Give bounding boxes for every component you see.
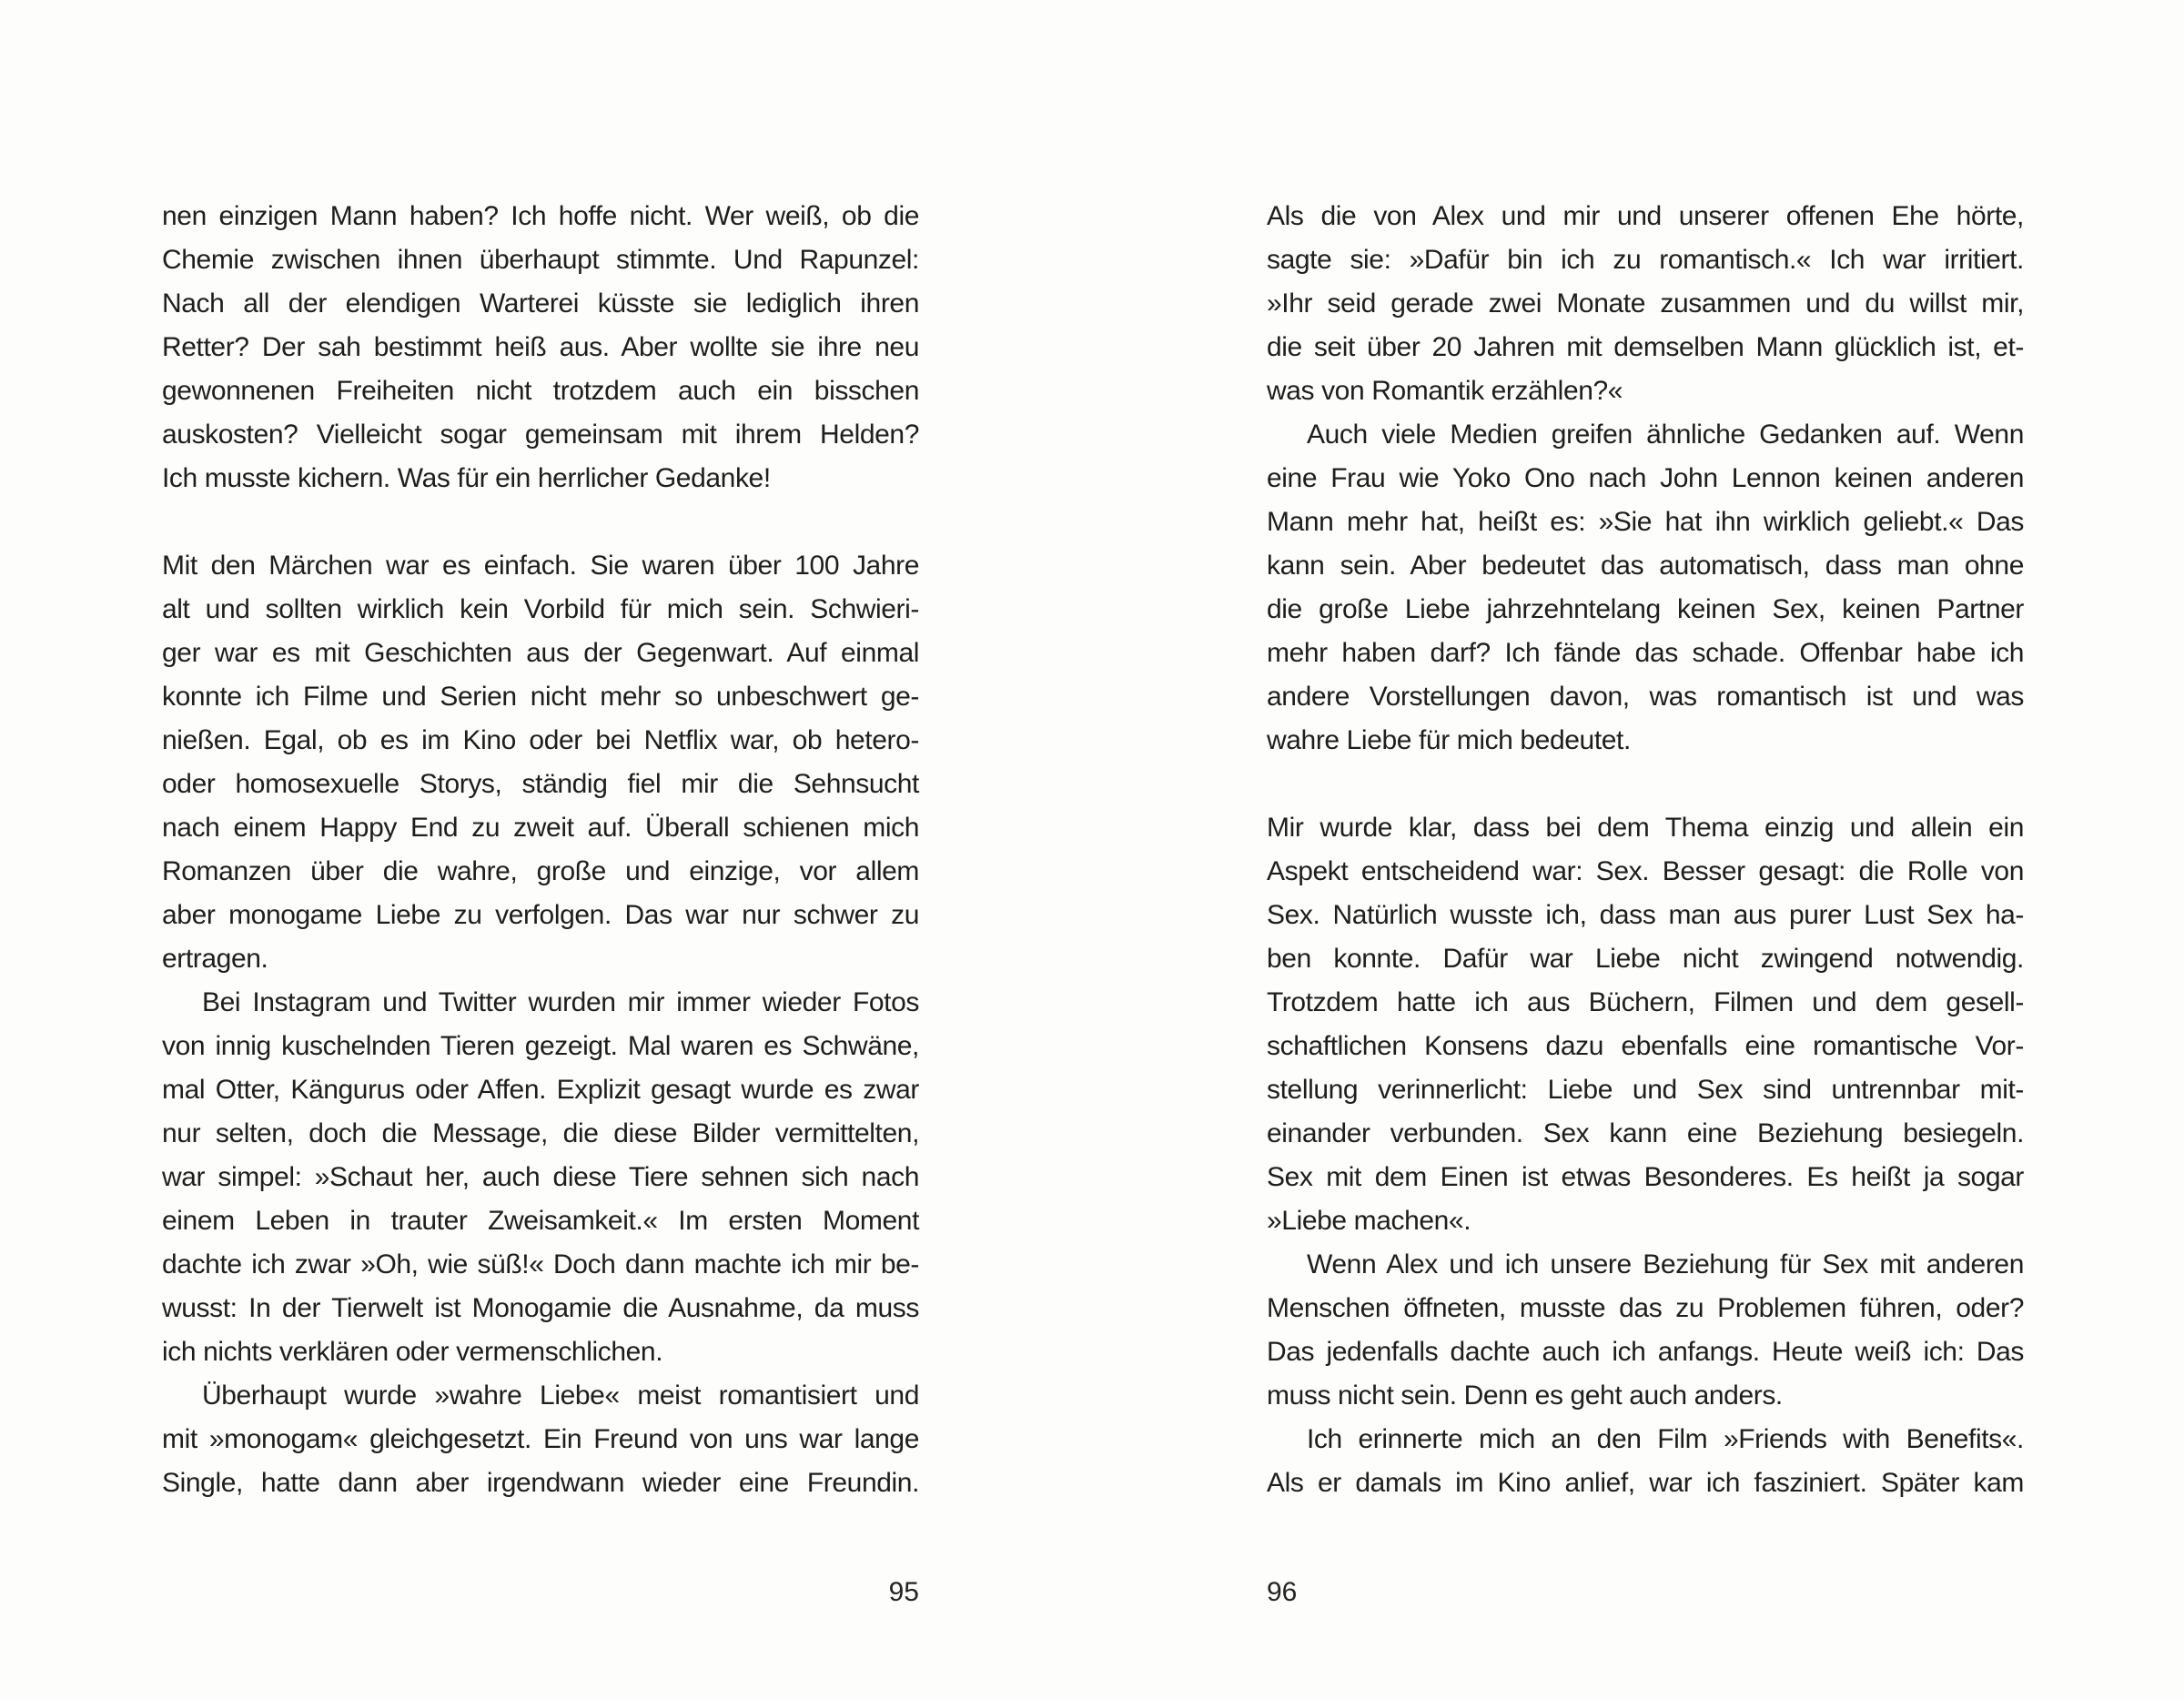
text-line: Retter? Der sah bestimmt heiß aus. Aber wollte sie ihre neu [162,332,919,362]
text-line: Wenn Alex und ich unsere Beziehung für Sex mit anderen [1307,1249,2024,1279]
page-left-textblock [162,195,919,1505]
paragraph [1267,195,2024,413]
text-line: einander verbunden. Sex kann eine Beziehung besiegeln. [1267,1118,2024,1148]
page-right [1267,0,2024,1699]
paragraph [162,195,919,501]
text-line: auskosten? Vielleicht sogar gemeinsam mit ihrem Helden? [162,420,919,450]
text-line: war simpel: »Schaut her, auch diese Tiere sehnen sich nach [162,1162,919,1192]
page-number-left: 95 [888,1577,919,1607]
text-line: nur selten, doch die Message, die diese Bilder vermittelten, [162,1118,919,1148]
text-line: mehr haben darf? Ich fände das schade. Offenbar habe ich [1267,638,2024,668]
paragraph [1267,1243,2024,1418]
text-line: gewonnenen Freiheiten nicht trotzdem auch ein bisschen [162,376,919,406]
text-line: was von Romantik erzählen?« [1267,376,1623,406]
text-line: dachte ich zwar »Oh, wie süß!« Doch dann machte ich mir be- [162,1249,919,1279]
text-line: alt und sollten wirklich kein Vorbild für mich sein. Schwieri- [162,594,919,624]
paragraph [162,544,919,981]
text-line: andere Vorstellungen davon, was romantisch ist und was [1267,682,2024,712]
text-line: nach einem Happy End zu zweit auf. Überall schienen mich [162,813,919,843]
text-line: Trotzdem hatte ich aus Büchern, Filmen und dem gesell- [1267,987,2024,1017]
page-left [162,0,919,1699]
paragraph [162,1374,919,1505]
text-line: eine Frau wie Yoko Ono nach John Lennon keinen anderen [1267,463,2024,493]
text-line: Mann mehr hat, heißt es: »Sie hat ihn wirklich geliebt.« Das [1267,507,2024,537]
text-line: Mit den Märchen war es einfach. Sie waren über 100 Jahre [162,551,919,581]
text-line: ertragen. [162,944,268,974]
paragraph [1267,413,2024,763]
text-line: von innig kuschelnden Tieren gezeigt. Mal waren es Schwäne, [162,1031,919,1061]
text-line: nen einzigen Mann haben? Ich hoffe nicht. Wer weiß, ob die [162,201,919,231]
text-line: einem Leben in trauter Zweisamkeit.« Im ersten Moment [162,1206,919,1236]
text-line: wusst: In der Tierwelt ist Monogamie die Ausnahme, da muss [162,1293,919,1323]
text-line: Als er damals im Kino anlief, war ich fasziniert. Später kam [1267,1468,2024,1498]
text-line: Bei Instagram und Twitter wurden mir immer wieder Fotos [202,987,919,1017]
text-line: mal Otter, Kängurus oder Affen. Explizit gesagt wurde es zwar [162,1075,919,1105]
page-right-textblock [1267,195,2024,1505]
paragraph [162,981,919,1374]
text-line: Überhaupt wurde »wahre Liebe« meist romantisiert und [202,1380,919,1411]
text-line: ger war es mit Geschichten aus der Gegenwart. Auf einmal [162,638,919,668]
text-line: wahre Liebe für mich bedeutet. [1267,725,1631,755]
text-line: Chemie zwischen ihnen überhaupt stimmte. Und Rapunzel: [162,245,919,275]
text-line: Menschen öffneten, musste das zu Problemen führen, oder? [1267,1293,2024,1323]
text-line: ben konnte. Dafür war Liebe nicht zwingend notwendig. [1267,944,2024,974]
text-line: Mir wurde klar, dass bei dem Thema einzig und allein ein [1267,813,2024,843]
text-line: sagte sie: »Dafür bin ich zu romantisch.« Ich war irritiert. [1267,245,2024,275]
text-line: kann sein. Aber bedeutet das automatisch, dass man ohne [1267,551,2024,581]
text-line: Single, hatte dann aber irgendwann wieder eine Freundin. [162,1468,919,1498]
text-line: Sex. Natürlich wusste ich, dass man aus purer Lust Sex ha- [1267,900,2024,930]
text-line: oder homosexuelle Storys, ständig fiel mir die Sehnsucht [162,769,919,799]
text-line: ich nichts verklären oder vermenschlichen. [162,1337,663,1367]
text-line: konnte ich Filme und Serien nicht mehr so unbeschwert ge- [162,682,919,712]
text-line: »Liebe machen«. [1267,1206,1471,1236]
paragraph [1267,1418,2024,1505]
paragraph [1267,806,2024,1243]
text-line: Das jedenfalls dachte auch ich anfangs. Heute weiß ich: Das [1267,1337,2024,1367]
text-line: schaftlichen Konsens dazu ebenfalls eine romantische Vor- [1267,1031,2024,1061]
text-line: nießen. Egal, ob es im Kino oder bei Netflix war, ob hetero- [162,725,919,755]
text-line: »Ihr seid gerade zwei Monate zusammen und du willst mir, [1267,288,2024,319]
text-line: Nach all der elendigen Warterei küsste sie lediglich ihren [162,288,919,319]
text-line: die große Liebe jahrzehntelang keinen Sex, keinen Partner [1267,594,2024,624]
text-line: Ich erinnerte mich an den Film »Friends with Benefits«. [1307,1424,2024,1454]
text-line: Aspekt entscheidend war: Sex. Besser gesagt: die Rolle von [1267,856,2024,886]
text-line: Sex mit dem Einen ist etwas Besonderes. Es heißt ja sogar [1267,1162,2024,1192]
page-number-right: 96 [1267,1577,1298,1607]
text-line: stellung verinnerlicht: Liebe und Sex sind untrennbar mit- [1267,1075,2024,1105]
text-line: Als die von Alex und mir und unserer offenen Ehe hörte, [1267,201,2024,231]
text-line: Romanzen über die wahre, große und einzige, vor allem [162,856,919,886]
text-line: aber monogame Liebe zu verfolgen. Das war nur schwer zu [162,900,919,930]
text-line: Auch viele Medien greifen ähnliche Gedanken auf. Wenn [1307,420,2024,450]
text-line: Ich musste kichern. Was für ein herrlicher Gedanke! [162,463,771,493]
text-line: die seit über 20 Jahren mit demselben Mann glücklich ist, et- [1267,332,2024,362]
text-line: muss nicht sein. Denn es geht auch anders. [1267,1380,1783,1411]
text-line: mit »monogam« gleichgesetzt. Ein Freund von uns war lange [162,1424,919,1454]
